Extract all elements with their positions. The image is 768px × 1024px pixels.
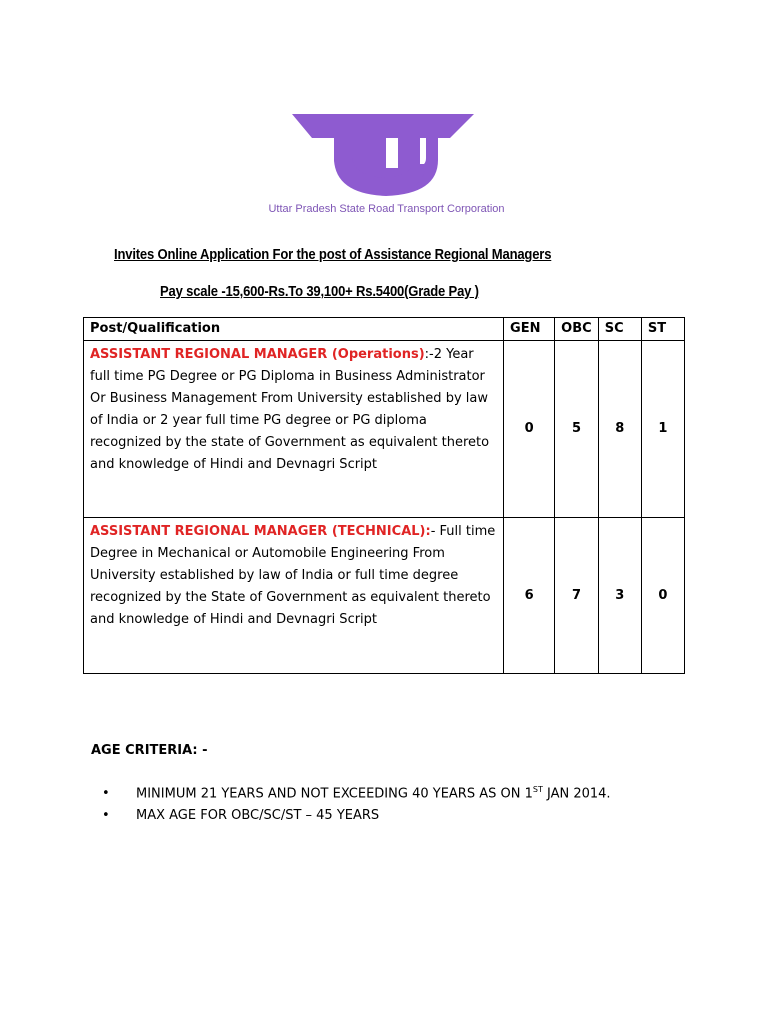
gen-count: 0 xyxy=(504,341,555,518)
post-description xyxy=(84,341,504,518)
header-st: ST xyxy=(641,318,684,341)
table-header-row xyxy=(84,318,685,341)
list-item xyxy=(102,803,611,829)
age-minimum-date: JAN 2014. xyxy=(542,786,611,802)
list-item xyxy=(102,777,611,803)
age-minimum-text: MINIMUM 21 YEARS AND NOT EXCEEDING 40 YEARS AS ON 1 xyxy=(136,786,533,802)
bullet-icon: • xyxy=(102,808,110,823)
post-description xyxy=(84,518,504,674)
posts-table xyxy=(83,317,685,674)
pay-scale: Pay scale -15,600-Rs.To 39,100+ Rs.5400(Grade Pay ) xyxy=(160,284,479,300)
st-count: 1 xyxy=(641,341,684,518)
post-qualification: :-2 Year full time PG Degree or PG Diploma in Business Administrator Or Business Management From University established by law of India or 2 year full time PG degree or PG diploma recognized by the state of Government as equivalent thereto and knowledge of Hindi and Devnagri Script xyxy=(90,347,490,472)
sc-count: 8 xyxy=(598,341,641,518)
age-criteria-heading: AGE CRITERIA: - xyxy=(91,743,208,758)
gen-count: 6 xyxy=(504,518,555,674)
post-title: ASSISTANT REGIONAL MANAGER (Operations) xyxy=(90,347,425,362)
page-title: Invites Online Application For the post of Assistance Regional Managers xyxy=(114,247,552,263)
header-sc: SC xyxy=(598,318,641,341)
organization-name: Uttar Pradesh State Road Transport Corporation xyxy=(268,203,505,215)
obc-count: 5 xyxy=(555,341,599,518)
bullet-icon: • xyxy=(102,786,110,802)
age-criteria-list xyxy=(102,777,611,829)
upsrtc-logo xyxy=(290,108,476,202)
post-qualification: - Full time Degree in Mechanical or Automobile Engineering From University established by law of India or full time degree recognized by the State of Government as equivalent thereto and knowledge of Hindi and Devnagri Script xyxy=(90,524,496,627)
header-obc: OBC xyxy=(555,318,599,341)
sc-count: 3 xyxy=(598,518,641,674)
table-row xyxy=(84,341,685,518)
obc-count: 7 xyxy=(555,518,599,674)
header-post-qualification: Post/Qualification xyxy=(84,318,504,341)
ordinal-suffix: ST xyxy=(532,785,543,794)
table-row xyxy=(84,518,685,674)
post-title: ASSISTANT REGIONAL MANAGER (TECHNICAL): xyxy=(90,524,431,539)
age-max-reserved-text: MAX AGE FOR OBC/SC/ST – 45 YEARS xyxy=(136,808,380,823)
header-gen: GEN xyxy=(504,318,555,341)
st-count: 0 xyxy=(641,518,684,674)
